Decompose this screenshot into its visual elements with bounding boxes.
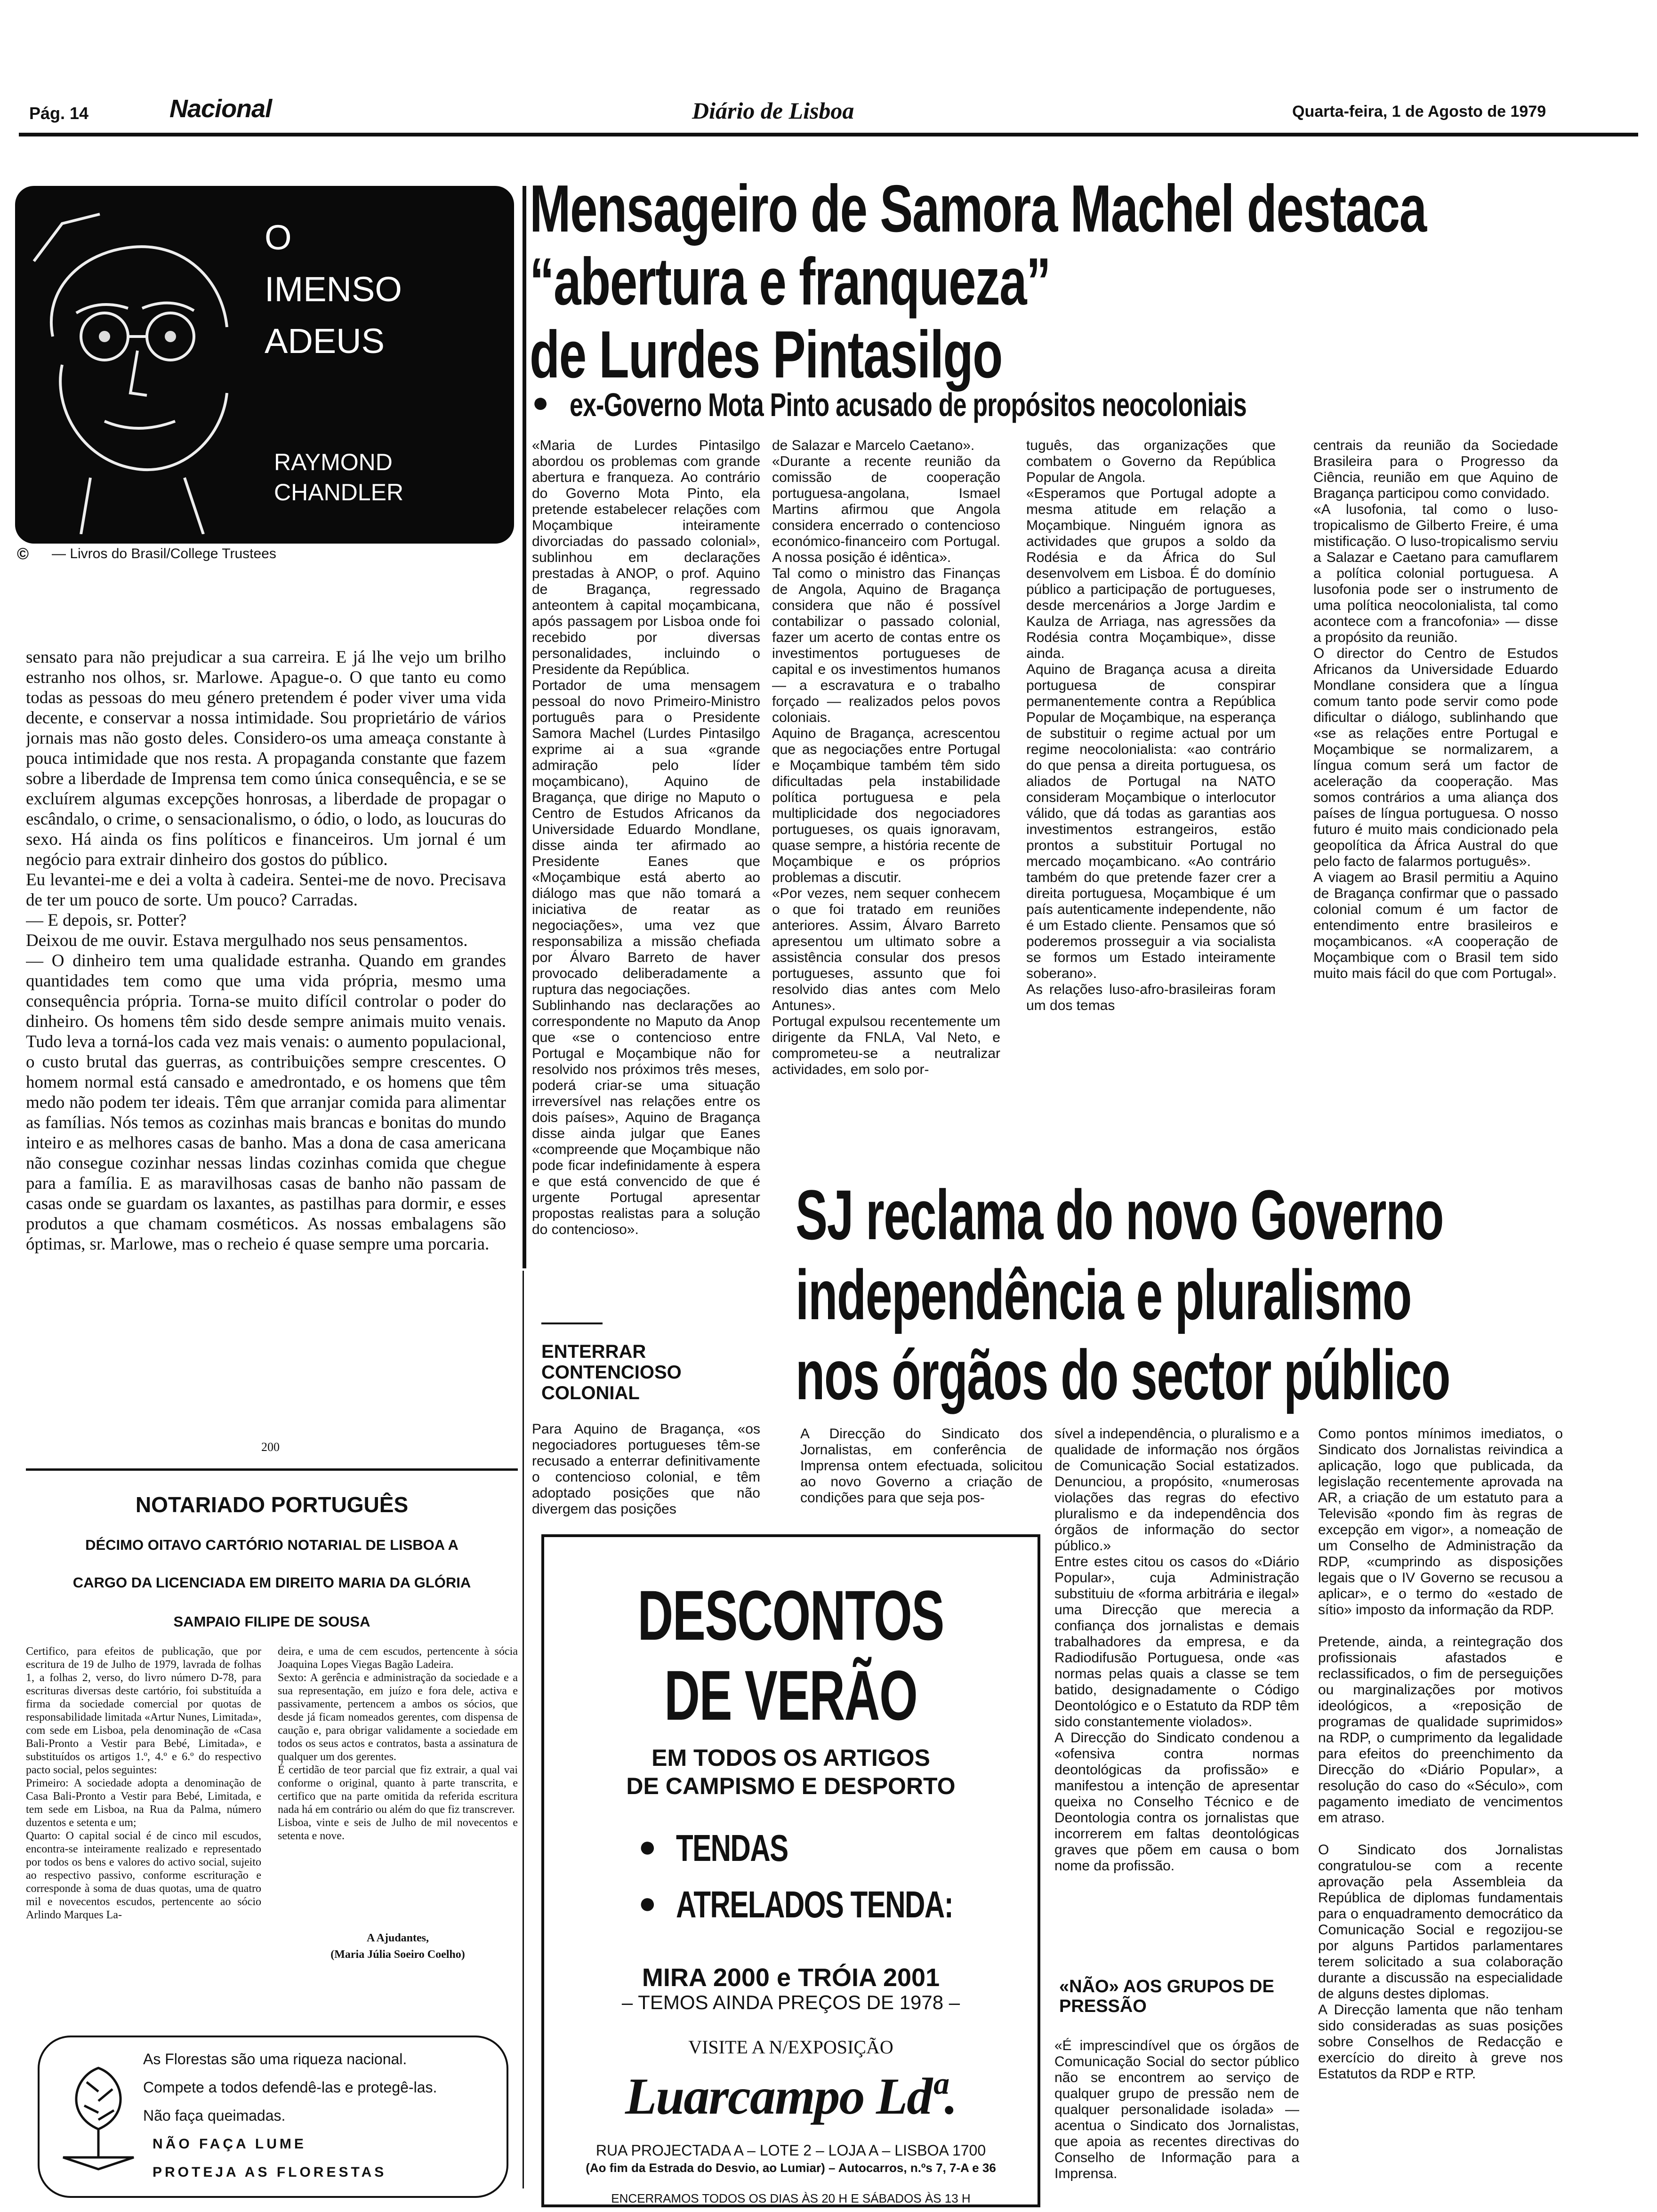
column-rule <box>523 186 526 1268</box>
box-rule <box>541 1322 603 1324</box>
serial-title-word: IMENSO <box>265 270 402 309</box>
forest-ad-line: Não faça queimadas. <box>143 2107 286 2124</box>
ad-models: MIRA 2000 e TRÓIA 2001 <box>642 1964 940 1992</box>
article1-headline: “abertura e franqueza” <box>530 244 1051 319</box>
forest-ad <box>38 2036 508 2198</box>
forest-ad-line: As Florestas são uma riqueza nacional. <box>143 2051 407 2068</box>
ad-address: RUA PROJECTADA A – LOTE 2 – LOJA A – LISBOA 1700 <box>595 2142 986 2159</box>
article2-column: sível a independência, o pluralismo e a qualidade de informação nos órgãos de Comunicação Social estatizados. Denunciou, a propósito, «numerosas violações das regras do efectivo pluralismo e da independência dos órgãos de informação do sector público.» Entre estes citou os casos do «Diário Popular», cuja Administração substituiu de «forma arbitrária e ilegal» uma Direcção que merecia a confiança dos jornalistas e demais trabalhadores da empresa, e da Radiodifusão Portuguesa, onde «as normas pelas quais a classe se tem batido, designadamente o Código Deontológico e o Estatuto da RDP têm sido constantemente violados». A Direcção do Sindicato condenou a «ofensiva contra normas deontológicas da profissão» e manifestou a intenção de apresentar queixa no Conselho Técnico e de Deontologia contra os jornalistas que incorrerem em faltas deontológicas graves que põem em causa o bom nome da profissão. <box>1054 1426 1299 1874</box>
notice-column: Certifico, para efeitos de publicação, que por escritura de 19 de Julho de 1979, lavrada de folhas 1, a folhas 2, verso, do livro número D-78, para escrituras diversas deste cartório, foi substituída a firma da sociedade comercial por quotas de responsabilidade limitada «Artur Nunes, Limitada», com sede em Lisboa, pela denominação de «Casa Bali-Pronto a Vestir para Bebé, Limitada», e substituídos os artigos 1.º, 4.º e 6.º do respectivo pacto social, pelos seguintes: Primeiro: A sociedade adopta a denominação de Casa Bali-Pronto a Vestir para Bebé, Limitada, e tem sede em Lisboa, na Rua da Palma, número duzentos e setenta e um; Quarto: O capital social é de cinco mil escudos, encontra-se inteiramente realizado e representado por todos os bens e valores do activo social, sujeito ao respectivo passivo, conforme escrituração e corresponde à soma de duas quotas, uma de quatro mil e novecentos escudos, pertencente ao sócio Arlindo Marques La- <box>26 1645 261 1921</box>
article1-column: tuguês, das organizações que combatem o Governo da República Popular de Angola. «Esperamos que Portugal adopte a mesma atitude em relação a Moçambique. Ninguém ignora as actividades que grupos a soldo da Rodésia e da África do Sul desenvolvem em Lisboa. É do domínio público a participação de portugueses, desde mercenários a Jorge Jardim e Kaulza de Arriaga, nas agressões da Rodésia contra Moçambique», disse ainda. Aquino de Bragança acusa a direita portuguesa de conspirar permanentemente contra a República Popular de Moçambique, na esperança de substituir o regime actual por um regime neocolonialista: «ao contrário do que pensa a direita portuguesa, os aliados de Portugal na NATO consideram Moçambique o interlocutor válido, que dá todas as garantias aos investimentos estrangeiros, estão prontos a substituir Portugal no mercado moçambicano. «Ao contrário também do que pretende fazer crer a direita portuguesa, Moçambique é um país autenticamente independente, não é um Estado cliente. Pensamos que só poderemos prosseguir a via socialista se formos um Estado inteiramente soberano». As relações luso-afro-brasileiras foram um dos temas <box>1026 438 1276 1013</box>
article2-headline: independência e pluralismo <box>796 1255 1411 1334</box>
article2-column: A Direcção do Sindicato dos Jornalistas, em conferência de Imprensa ontem efectuada, solicitou ao novo Governo a criação de condições para que seja pos- <box>800 1426 1043 1506</box>
article1-column: «Maria de Lurdes Pintasilgo abordou os problemas com grande abertura e franqueza. Ao contrário do Governo Mota Pinto, ela pretende estabelecer relações com Moçambique inteiramente divorciadas do passado colonial», sublinhou em declarações prestadas à ANOP, o prof. Aquino de Bragança, regressado anteontem à capital moçambicana, após passagem por Lisboa onde foi recebido por diversas personalidades, incluindo o Presidente da República. Portador de uma mensagem pessoal do novo Primeiro-Ministro português para o Presidente Samora Machel (Lurdes Pintasilgo exprime ai a sua «grande admiração pelo líder moçambicano), Aquino de Bragança, que dirige no Maputo o Centro de Estudos Africanos da Universidade Eduardo Mondlane, disse ainda ter afirmado ao Presidente Eanes que «Moçambique está aberto ao diálogo mas que não tomará a iniciativa de reatar as negociações», uma vez que responsabiliza a missão chefiada por Álvaro Barreto de haver provocado deliberadamente a ruptura das negociações. Sublinhando nas declarações ao correspondente no Maputo da Anop que «se o contencioso entre Portugal e Moçambique não for resolvido nos próximos três meses, poderá criar-se uma situação irreversível nas relações entre os dois países», Aquino de Bragança disse ainda julgar que Eanes «compreende que Moçambique não pode ficar indefinidamente à espera e que está convencido de que é urgente Portugal apresentar propostas realistas para a solução do contencioso». <box>532 438 760 1237</box>
serial-title-word: ADEUS <box>265 321 385 361</box>
page-number: Pág. 14 <box>29 104 89 123</box>
serial-author <box>274 447 403 507</box>
notice-line: DÉCIMO OITAVO CARTÓRIO NOTARIAL DE LISBOA A <box>85 1537 458 1553</box>
article1-subhead: ex-Governo Mota Pinto acusado de propósitos neocoloniais <box>570 386 1247 423</box>
serial-number: 200 <box>261 1440 280 1454</box>
tree-icon <box>58 2063 138 2172</box>
section-name: Nacional <box>169 95 272 123</box>
notice-title: NOTARIADO PORTUGUÊS <box>135 1492 409 1517</box>
article1-column: Para Aquino de Bragança, «os negociadores portugueses têm-se recusado a enterrar definitivamente o contencioso colonial, e têm adoptado posições que não divergem das posições <box>532 1421 760 1517</box>
notice-signer: (Maria Júlia Soeiro Coelho) <box>330 1948 465 1961</box>
ad-directions: (Ao fim da Estrada do Desvio, ao Lumiar) – Autocarros, n.ºs 7, 7-A e 36 <box>586 2161 996 2175</box>
article2-column: Como pontos mínimos imediatos, o Sindicato dos Jornalistas reivindica a aplicação, logo que publicada, da legislação recentemente aprovada na AR, a criação de um estatuto para a Televisão «pondo fim às regras de excepção em vigor», a nomeação de um Conselho de Administração da RDP, «cumprindo as disposições legais que o IV Governo se recusou a aplicar», e o termo do «estado de sítio» imposto da informação da RDP. Pretende, ainda, a reintegração dos profissionais afastados e reclassificados, o fim de perseguições ou marginalizações por motivos ideológicos, a «reposição de programas de qualidade suprimidos» na RDP, o cumprimento da legalidade para efeitos do preenchimento da Direcção do «Diário Popular», a resolução do caso do «Século», com pagamento imediato de vencimentos em atraso. O Sindicato dos Jornalistas congratulou-se com a recente aprovação pela Assembleia da República de diplomas fundamentais para o enquadramento democrático da Comunicação Social e regozijou-se por alguns Partidos parlamentares terem solicitado a sua colaboração durante a discussão na especialidade de alguns destes diplomas. A Direcção lamenta que não tenham sido consideradas as suas posições sobre Conselhos de Redacção e exercício do direito à greve nos Estatutos da RDP e RTP. <box>1318 1426 1563 2082</box>
ad-title-line: DESCONTOS <box>637 1576 944 1655</box>
serial-author-word: RAYMOND <box>274 449 393 475</box>
copyright-symbol: © <box>17 545 29 563</box>
serial-text: sensato para não prejudicar a sua carreira. E já lhe vejo um brilho estranho nos olhos, sr. Marlowe. Apague-o. O que tanto eu como todas as pessoas do meu género pretendem é poder viver uma vida decente, e conservar a nossa intimidade. Sou proprietário de vários jornais mas não gosto deles. Considero-os uma ameaça constante à pouca intimidade que nos resta. A propaganda constante que fazem sobre a liberdade de Imprensa tem como única consequência, e se se excluírem algumas excepções honrosas, a liberdade de propagar o escândalo, o crime, o sensacionalismo, o ódio, o lodo, as loucuras do sexo. Há ainda os fins políticos e financeiros. Um jornal é um negócio para extrair dinheiro dos gostos do público. Eu levantei-me e dei a volta à cadeira. Sentei-me de novo. Precisava de ter um pouco de sorte. Um pouco? Carradas. — E depois, sr. Potter? Deixou de me ouvir. Estava mergulhado nos seus pensamentos. — O dinheiro tem uma qualidade estranha. Quando em grandes quantidades tem como que uma vida própria, mesmo uma consequência própria. Torna-se muito difícil controlar o poder do dinheiro. Os homens têm sido desde sempre animais muito venais. Tudo leva a torná-los cada vez mais venais: o aumento populacional, o custo brutal das guerras, as contribuições sempre crescentes. O homem normal está cansado e amedrontado, e os homens que têm medo não podem ter ideais. Têm que arranjar comida para alimentar as famílias. Nós temos as cozinhas mais brancas e bonitas do mundo inteiro e as melhores casas de banho. Mas a dona de casa americana não consegue cozinhar nessas lindas cozinhas comida que chegue para a família. E as maravilhosas casas de banho não passam de casas onde se guardam os laxantes, as pastilhas para dormir, e esses produtos a que chamam cosméticos. As nossas embalagens são óptimas, sr. Marlowe, mas o recheio é quase sempre uma porcaria. <box>26 648 506 1254</box>
ad-visit: VISITE A N/EXPOSIÇÃO <box>688 2036 893 2058</box>
notice-line: CARGO DA LICENCIADA EM DIREITO MARIA DA GLÓRIA <box>72 1574 471 1591</box>
serial-author-word: CHANDLER <box>274 479 404 505</box>
ad-item: ATRELADOS TENDA: <box>676 1883 953 1925</box>
ad-item: TENDAS <box>676 1827 788 1869</box>
serial-rule <box>26 1468 518 1471</box>
ad-line: DE CAMPISMO E DESPORTO <box>626 1773 956 1799</box>
ad-hours: ENCERRAMOS TODOS OS DIAS ÀS 20 H E SÁBADOS ÀS 13 H <box>611 2191 971 2205</box>
serial-title-word: O <box>265 218 292 257</box>
article1-column: de Salazar e Marcelo Caetano». «Durante a recente reunião da comissão de cooperação portuguesa-angolana, Ismael Martins afirmou que Angola considera encerrado o contencioso económico-financeiro com Portugal. A nossa posição é idêntica». Tal como o ministro das Finanças de Angola, Aquino de Bragança considera que não é possível contabilizar o passado colonial, fazer um acerto de contas entre os investimentos portugueses de capital e os investimentos humanos — a escravatura e o trabalho forçado — realizados pelos povos coloniais. Aquino de Bragança, acrescentou que as negociações entre Portugal e Moçambique também têm sido dificultadas pela instabilidade política portuguesa e pela multiplicidade dos negociadores portugueses, os quais ignoravam, quase sempre, a história recente de Moçambique e os próprios problemas a discutir. «Por vezes, nem sequer conhecem o que foi tratado em reuniões anteriores. Assim, Álvaro Barreto apresentou um ultimato sobre a assistência consular dos presos portugueses, assunto que foi resolvido dias antes com Melo Antunes». Portugal expulsou recentemente um dirigente da FNLA, Val Neto, e comprometeu-se a neutralizar actividades, em solo por- <box>772 438 1000 1077</box>
serial-title <box>265 212 402 367</box>
newspaper-name: Diário de Lisboa <box>692 97 854 124</box>
bullet-icon: ● <box>638 1829 657 1863</box>
notice-line: SAMPAIO FILIPE DE SOUSA <box>173 1613 370 1630</box>
camping-ad <box>541 1534 1040 2207</box>
serial-credit: — Livros do Brasil/College Trustees <box>52 546 276 561</box>
notice-signoff: A Ajudantes, <box>366 1932 429 1944</box>
author-portrait <box>24 195 260 534</box>
issue-date: Quarta-feira, 1 de Agosto de 1979 <box>1292 103 1546 120</box>
bullet-icon: ● <box>638 1886 657 1920</box>
notice-column: deira, e uma de cem escudos, pertencente à sócia Joaquina Lopes Viegas Bagão Ladeira. Sexto: A gerência e administração da sociedade e a sua representação, em juízo e fora dele, activa e passivamente, pertencem a ambos os sócios, que desde já ficam nomeados gerentes, com dispensa de caução e, para obrigar validamente a sociedade em todos os seus actos e contratos, basta a assinatura de qualquer um dos gerentes. É certidão de teor parcial que fiz extrair, a qual vai conforme o original, quanto à parte transcrita, e certifico que na parte omitida da referida escritura nada há em contrário ou além do que fiz transcrever. Lisboa, vinte e seis de Julho de mil novecentos e setenta e nove. <box>278 1645 518 1842</box>
forest-ad-line: NÃO FAÇA LUME <box>153 2136 306 2152</box>
ad-title <box>544 1655 1038 1736</box>
serial-header-box <box>15 186 514 544</box>
column-rule <box>523 1271 524 2188</box>
article1-column: centrais da reunião da Sociedade Brasileira para o Progresso da Ciência, reunião em que Aquino de Bragança participou como convidado. «A lusofonia, tal como o luso-tropicalismo de Gilberto Freire, é uma mistificação. O luso-tropicalismo serviu a Salazar e Caetano para camuflarem a política colonial portuguesa. A lusofonia pode ser o instrumento de uma política neocolonialista, tal como acontece com a francofonia» — disse a propósito da reunião. O director do Centro de Estudos Africanos da Universidade Eduardo Mondlane considera que a língua comum tanto pode servir como pode dificultar o diálogo, sublinhando que «se as relações entre Portugal e Moçambique se normalizarem, a língua comum será um factor de aceleração da cooperação. Mas somos contrários a uma aliança dos países de língua portuguesa. O nosso futuro é muito mais condicionado pela geopolítica da África Austral do que pelo facto de falarmos português». A viagem ao Brasil permitiu a Aquino de Bragança confirmar que o passado colonial comum é um factor de entendimento entre brasileiros e moçambicanos. «A cooperação de Moçambique com o Brasil tem sido muito mais fácil do que com Portugal». <box>1313 438 1558 981</box>
forest-ad-line: Compete a todos defendê-las e protegê-las. <box>143 2079 437 2096</box>
article1-headline: de Lurdes Pintasilgo <box>530 317 1002 392</box>
article1-box-head: ENTERRAR CONTENCIOSO COLONIAL <box>541 1341 682 1403</box>
ad-brand-logo: Luarcampo Ldª. <box>625 2068 957 2125</box>
ad-title <box>544 1575 1038 1656</box>
masthead-rule <box>19 133 1638 136</box>
ad-prices: – TEMOS AINDA PREÇOS DE 1978 – <box>621 1991 960 2013</box>
bullet-icon: ● <box>532 386 549 418</box>
forest-ad-line: PROTEJA AS FLORESTAS <box>153 2164 387 2180</box>
ad-line: EM TODOS OS ARTIGOS <box>652 1745 930 1771</box>
ad-title-line: DE VERÃO <box>664 1656 917 1735</box>
article2-headline: nos órgãos do sector público <box>796 1335 1450 1414</box>
article2-subhead: «NÃO» AOS GRUPOS DE PRESSÃO <box>1059 1977 1274 2016</box>
article1-headline: Mensageiro de Samora Machel destaca <box>530 171 1426 246</box>
article2-headline: SJ reclama do novo Governo <box>796 1175 1444 1254</box>
article2-column: «É imprescindível que os órgãos de Comunicação Social do sector público não se encontrem ao serviço de qualquer grupo de pressão nem de qualquer personalidade isolada» — acentua o Sindicato dos Jornalistas, que apoia as recentes directivas do Conselho de Informação para a Imprensa. <box>1054 2038 1299 2181</box>
